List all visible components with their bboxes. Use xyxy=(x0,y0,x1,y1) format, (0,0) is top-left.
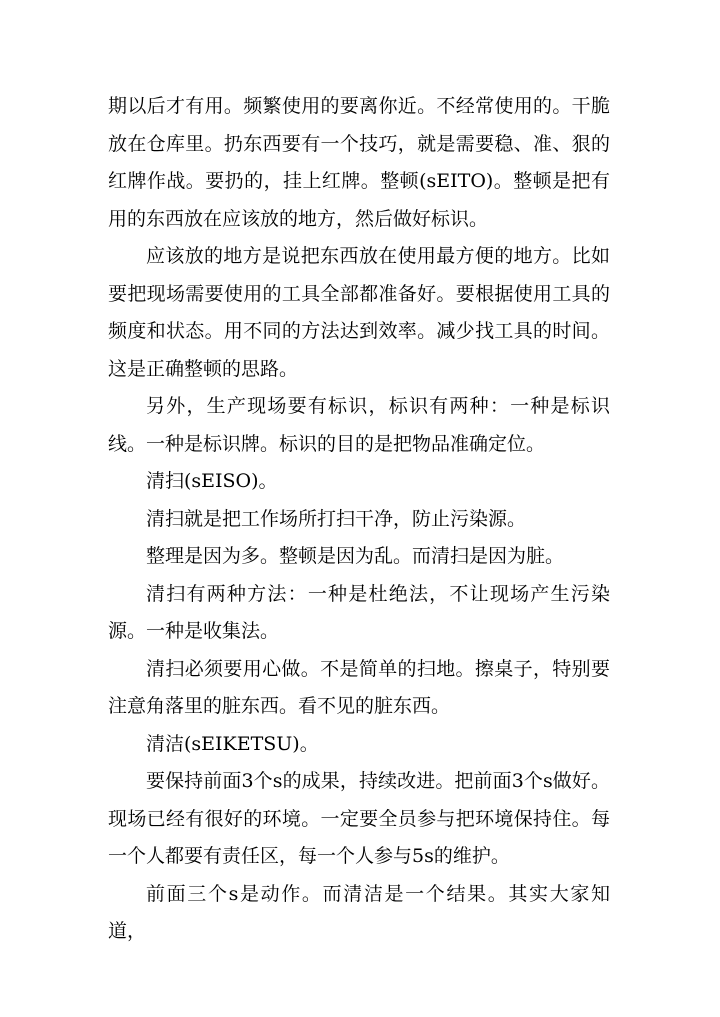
paragraph-7: 清扫有两种方法：一种是杜绝法，不让现场产生污染源。一种是收集法。 xyxy=(108,582,610,642)
paragraph-10: 要保持前面3个s的成果，持续改进。把前面3个s做好。现场已经有很好的环境。一定要全员参与把环境保持住。每一个人都要有责任区，每一个人参与5s的维护。 xyxy=(108,770,610,867)
paragraph-8: 清扫必须要用心做。不是简单的扫地。擦桌子，特别要注意角落里的脏东西。看不见的脏东西。 xyxy=(108,657,610,717)
paragraph-9: 清洁(sEIKETSU)。 xyxy=(146,732,319,755)
document-body xyxy=(108,88,610,951)
paragraph-1: 期以后才有用。频繁使用的要离你近。不经常使用的。干脆放在仓库里。扔东西要有一个技巧，就是需要稳、准、狠的红牌作战。要扔的，挂上红牌。整顿(sEITO)。整顿是把有用的东西放在应该放的地方，然后做好标识。 xyxy=(108,95,610,230)
paragraph-6: 整理是因为多。整顿是因为乱。而清扫是因为脏。 xyxy=(146,545,565,567)
paragraph-2: 应该放的地方是说把东西放在使用最方便的地方。比如要把现场需要使用的工具全部都准备好。要根据使用工具的频度和状态。用不同的方法达到效率。减少找工具的时间。这是正确整顿的思路。 xyxy=(108,245,610,380)
paragraph-4: 清扫(sEISO)。 xyxy=(146,470,278,492)
paragraph-5: 清扫就是把工作场所打扫干净，防止污染源。 xyxy=(146,507,527,530)
paragraph-3: 另外，生产现场要有标识，标识有两种：一种是标识线。一种是标识牌。标识的目的是把物品准确定位。 xyxy=(108,395,610,455)
paragraph-11: 前面三个s是动作。而清洁是一个结果。其实大家知道， xyxy=(108,882,610,942)
